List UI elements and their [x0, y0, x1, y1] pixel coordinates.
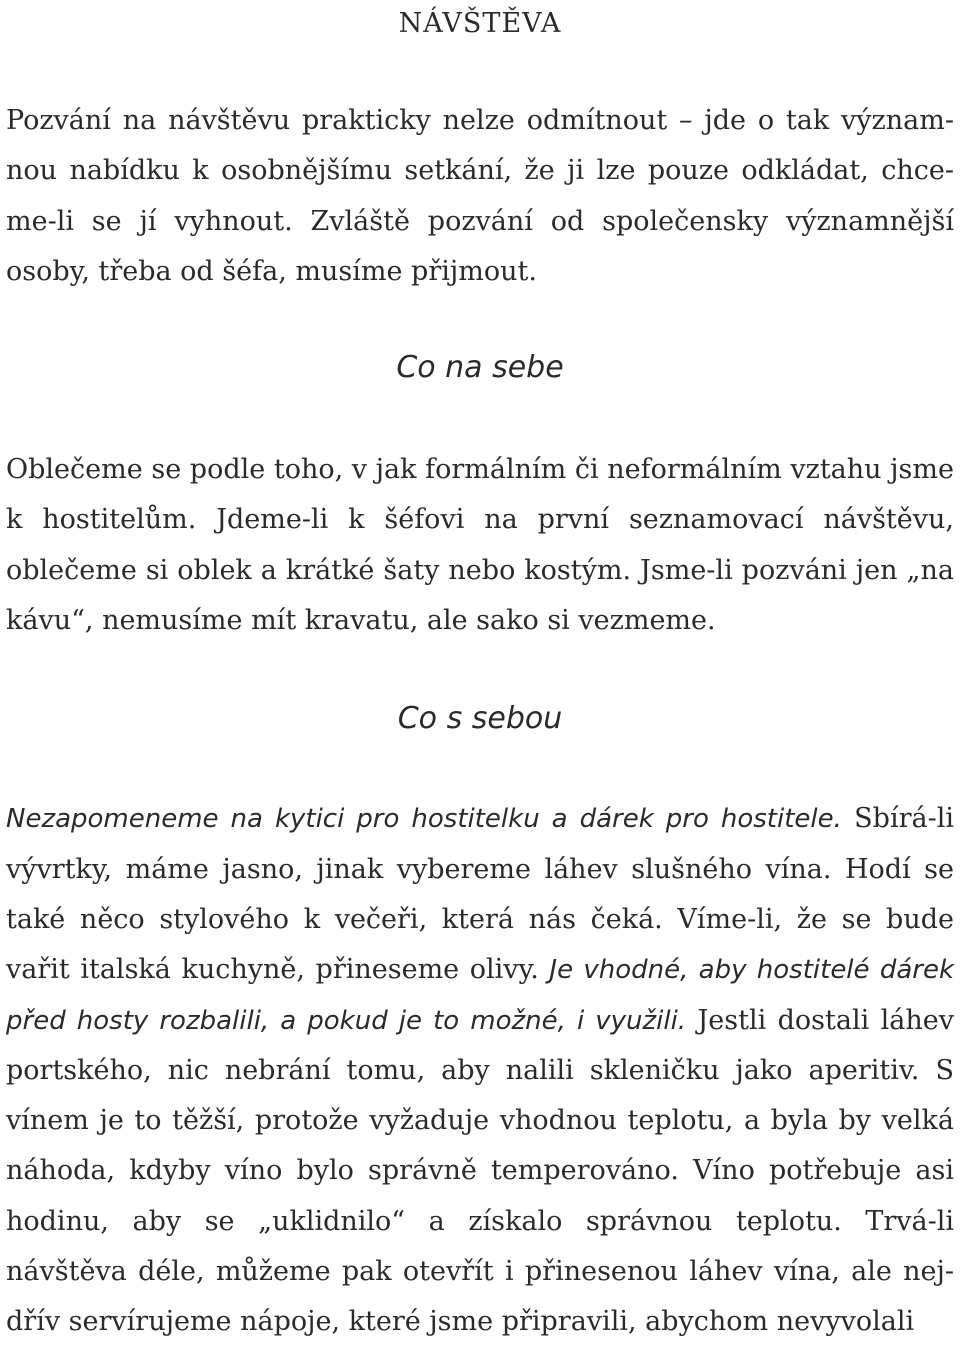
section-paragraph-co-na-sebe: Oblečeme se podle toho, v jak formálním či neformálním vztahu jsme k hostitelům. Jdeme-li k šéfovi na první seznamovací návštěvu, oblečeme si oblek a krátké šaty nebo kostým. Jsme-li pozváni jen „na kávu“, nemusíme mít kravatu, ale sako si vezmeme. [6, 454, 954, 637]
italic-text: Nezapomeneme na kytici pro hostitelku a dárek pro hostitele. [6, 804, 842, 835]
document-page [6, 0, 954, 1348]
italic-text: Je vhodné, aby hostitelé dárek před hosty rozbalili, a pokud je to možné, i využili. [6, 955, 954, 1036]
section-title-co-s-sebou: Co s sebou [397, 701, 563, 737]
section-title-co-na-sebe: Co na sebe [396, 350, 564, 386]
chapter-title: NÁVŠTĚVA [398, 8, 562, 39]
intro-paragraph: Pozvání na návštěvu prakticky nelze odmítnout – jde o tak významnou nabídku k osobnějšímu setkání, že ji lze pouze odkládat, chceme-li se jí vyhnout. Zvláště pozvání od společensky významnější osoby, třeba od šéfa, musíme přijmout. [6, 105, 954, 287]
body-text: Jestli dostali láhev portského, nic nebrání tomu, aby nalili skleničku jako aperitiv. S vínem je to těžší, protože vyžaduje vhodnou teplotu, a byla by velká náhoda, kdyby víno bylo správně temperováno. Víno potřebuje asi hodinu, aby se „uklidnilo“ a získalo správnou teplotu. Trvá-li návštěva déle, můžeme pak otevřít i přinesenou láhev vína, ale nejdřív servírujeme nápoje, které jsme připravili, abychom nevyvolali [6, 1004, 954, 1338]
body-text: Sbírá-li vývrtky, máme jasno, jinak vybereme láhev slušného vína. Hodí se také něco stylového k večeři, která nás čeká. Víme-li, že se bude vařit italská kuchyně, přineseme olivy. [6, 803, 954, 986]
section-paragraph-co-s-sebou [6, 794, 954, 1347]
